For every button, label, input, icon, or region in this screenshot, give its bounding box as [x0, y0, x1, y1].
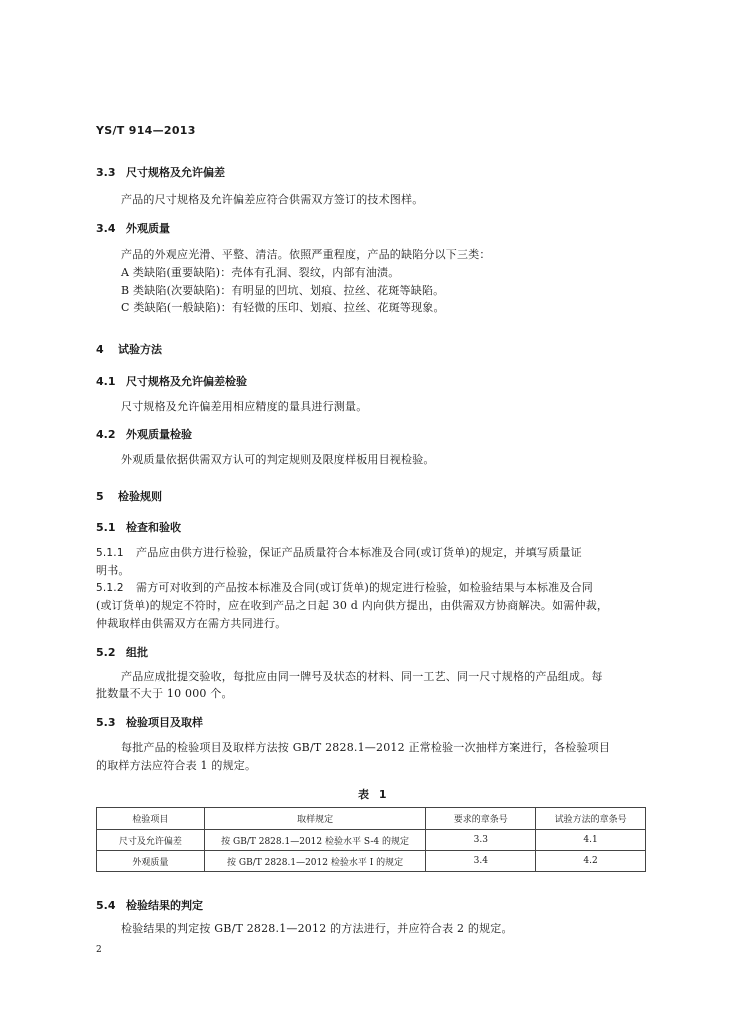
- sampling-table: [96, 807, 646, 872]
- table-cell: 按 GB/T 2828.1—2012 检验水平 I 的规定: [204, 851, 426, 872]
- section-title: 外观质量检验: [126, 428, 192, 441]
- section-title: 尺寸规格及允许偏差: [126, 166, 225, 179]
- section-number: 4.1: [96, 375, 116, 388]
- section-3-3-heading: [96, 164, 225, 180]
- table-header-cell: 要求的章条号: [426, 808, 536, 830]
- section-3-3-body: 产品的尺寸规格及允许偏差应符合供需双方签订的技术图样。: [121, 193, 424, 206]
- section-title: 检验结果的判定: [126, 899, 203, 912]
- section-5-2-heading: [96, 644, 148, 660]
- table-cell: 按 GB/T 2828.1—2012 检验水平 S-4 的规定: [204, 830, 426, 851]
- section-number: 5.4: [96, 899, 116, 912]
- section-5-3-heading: [96, 714, 203, 730]
- section-5-1-heading: [96, 519, 181, 535]
- table-row: [97, 851, 646, 872]
- section-4-2-heading: [96, 426, 192, 442]
- section-number: 5: [96, 490, 104, 503]
- section-number: 5.2: [96, 646, 116, 659]
- table-cell: 3.4: [426, 851, 536, 872]
- table-cell: 外观质量: [97, 851, 205, 872]
- clause-5-1-1-line: 明书。: [96, 564, 130, 577]
- table-cell: 4.2: [536, 851, 646, 872]
- section-title: 检验规则: [118, 490, 162, 503]
- section-title: 组批: [126, 646, 148, 659]
- section-3-4-line: C 类缺陷(一般缺陷)：有轻微的压印、划痕、拉丝、花斑等现象。: [121, 301, 445, 314]
- section-3-4-line: B 类缺陷(次要缺陷)：有明显的凹坑、划痕、拉丝、花斑等缺陷。: [121, 284, 445, 297]
- section-4-1-heading: [96, 373, 247, 389]
- section-5-4-body: 检验结果的判定按 GB/T 2828.1—2012 的方法进行，并应符合表 2 的规定。: [121, 922, 513, 935]
- table-cell: 3.3: [426, 830, 536, 851]
- section-3-4-line: 产品的外观应光滑、平整、清洁。依照严重程度，产品的缺陷分以下三类：: [121, 248, 491, 261]
- standard-code: YS/T 914—2013: [96, 124, 196, 137]
- table-header-cell: 取样规定: [204, 808, 426, 830]
- clause-number: 5.1.1: [96, 547, 124, 559]
- section-title: 检验项目及取样: [126, 716, 203, 729]
- section-5-2-line: 产品应成批提交验收，每批应由同一牌号及状态的材料、同一工艺、同一尺寸规格的产品组成。每: [121, 670, 603, 683]
- section-title: 检查和验收: [126, 521, 181, 534]
- section-5-4-heading: [96, 897, 203, 913]
- table-cell: 尺寸及允许偏差: [97, 830, 205, 851]
- page-number: 2: [96, 945, 102, 955]
- table-header-cell: 试验方法的章条号: [536, 808, 646, 830]
- section-number: 3.3: [96, 166, 116, 179]
- section-number: 5.3: [96, 716, 116, 729]
- section-4-2-body: 外观质量依据供需双方认可的判定规则及限度样板用目视检验。: [121, 453, 435, 466]
- clause-text: 需方可对收到的产品按本标准及合同(或订货单)的规定进行检验，如检验结果与本标准及合同: [136, 581, 593, 594]
- section-4-1-body: 尺寸规格及允许偏差用相应精度的量具进行测量。: [121, 400, 368, 413]
- section-3-4-heading: [96, 220, 170, 236]
- clause-text: 产品应由供方进行检验，保证产品质量符合本标准及合同(或订货单)的规定，并填写质量证: [136, 546, 582, 559]
- section-5-heading: [96, 488, 162, 504]
- section-number: 4.2: [96, 428, 116, 441]
- clause-5-1-2-line: (或订货单)的规定不符时，应在收到产品之日起 30 d 内向供方提出，由供需双方协商解决。如需仲裁，: [96, 599, 609, 612]
- table-caption: 表 1: [358, 788, 390, 801]
- clause-number: 5.1.2: [96, 582, 124, 594]
- table-header-row: [97, 808, 646, 830]
- section-5-3-line: 的取样方法应符合表 1 的规定。: [96, 759, 257, 772]
- section-number: 5.1: [96, 521, 116, 534]
- section-title: 外观质量: [126, 222, 170, 235]
- section-5-2-line: 批数量不大于 10 000 个。: [96, 687, 233, 700]
- table-row: [97, 830, 646, 851]
- clause-5-1-1-line: [96, 545, 582, 561]
- section-title: 尺寸规格及允许偏差检验: [126, 375, 247, 388]
- section-title: 试验方法: [118, 343, 162, 356]
- clause-5-1-2-line: [96, 580, 593, 596]
- section-3-4-line: A 类缺陷(重要缺陷)：壳体有孔洞、裂纹，内部有油渍。: [121, 266, 400, 279]
- section-4-heading: [96, 341, 162, 357]
- table-cell: 4.1: [536, 830, 646, 851]
- section-5-3-line: 每批产品的检验项目及取样方法按 GB/T 2828.1—2012 正常检验一次抽样方案进行，各检验项目: [121, 741, 611, 754]
- section-number: 3.4: [96, 222, 116, 235]
- clause-5-1-2-line: 仲裁取样由供需双方在需方共同进行。: [96, 617, 287, 630]
- section-number: 4: [96, 343, 104, 356]
- table-header-cell: 检验项目: [97, 808, 205, 830]
